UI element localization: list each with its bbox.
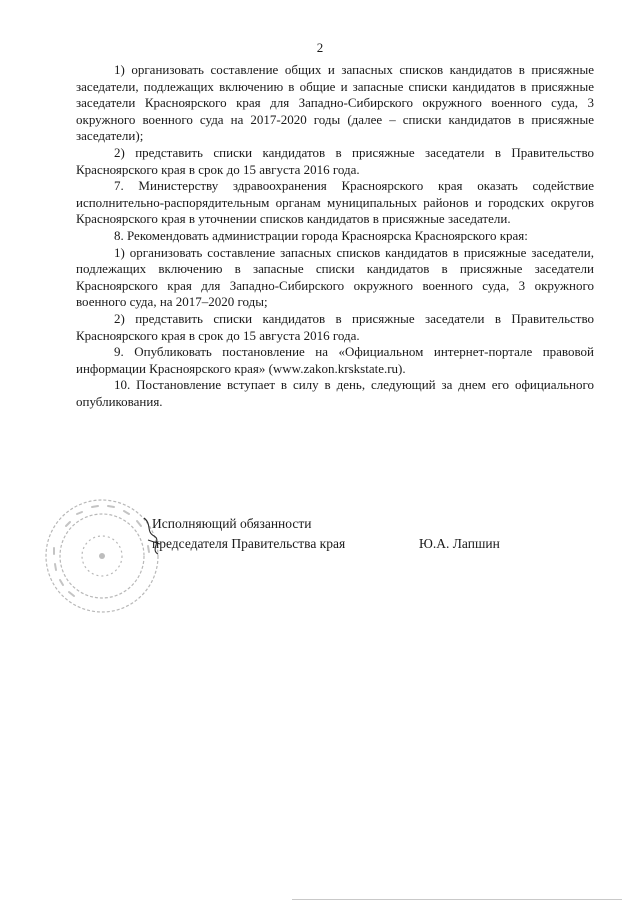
signatory-title-line-1: Исполняющий обязанности bbox=[152, 516, 312, 531]
paragraph-9: 9. Опубликовать постановление на «Официальном интернет-портале правовой информации Красноярского края» (www.zakon.krskstate.ru). bbox=[76, 344, 594, 376]
paragraph-7: 7. Министерству здравоохранения Красноярского края оказать содействие исполнительно-распорядительным органам муниципальных районов и городских округов Красноярского края в уточнении списков кандидатов в присяжные заседатели. bbox=[76, 178, 594, 227]
paragraph-item-1: 1) организовать составление общих и запасных списков кандидатов в присяжные заседатели, подлежащих включению в общие и запасные списки кандидатов в присяжные заседатели Красноярского края для Западно-Сибирского окружного военного суда, 3 окружного военного суда на 2017-2020 годы (далее – списки кандидатов в присяжные заседатели); bbox=[76, 62, 594, 144]
signatory-title-line-2: председателя Правительства края bbox=[152, 536, 346, 551]
signatory-name: Ю.А. Лапшин bbox=[419, 536, 500, 551]
signatory-title bbox=[152, 514, 345, 554]
paragraph-8-item-2: 2) представить списки кандидатов в присяжные заседатели в Правительство Красноярского края в срок до 15 августа 2016 года. bbox=[76, 310, 594, 343]
paragraph-8-item-1: 1) организовать составление запасных списков кандидатов в присяжные заседатели, подлежащих включению в запасные списки кандидатов в присяжные заседатели Красноярского края для Западно-Сибирского окружного военного суда, 3 окружного военного суда, на 2017–2020 годы; bbox=[76, 244, 594, 310]
paragraph-10: 10. Постановление вступает в силу в день, следующий за днем его официального опубликования. bbox=[76, 377, 594, 409]
paragraph-item-2: 2) представить списки кандидатов в присяжные заседатели в Правительство Красноярского края в срок до 15 августа 2016 года. bbox=[76, 144, 594, 177]
scan-edge-line bbox=[292, 899, 622, 900]
page-number: 2 bbox=[316, 40, 324, 55]
document-body bbox=[76, 62, 594, 410]
paragraph-8: 8. Рекомендовать администрации города Красноярска Красноярского края: bbox=[114, 227, 528, 243]
